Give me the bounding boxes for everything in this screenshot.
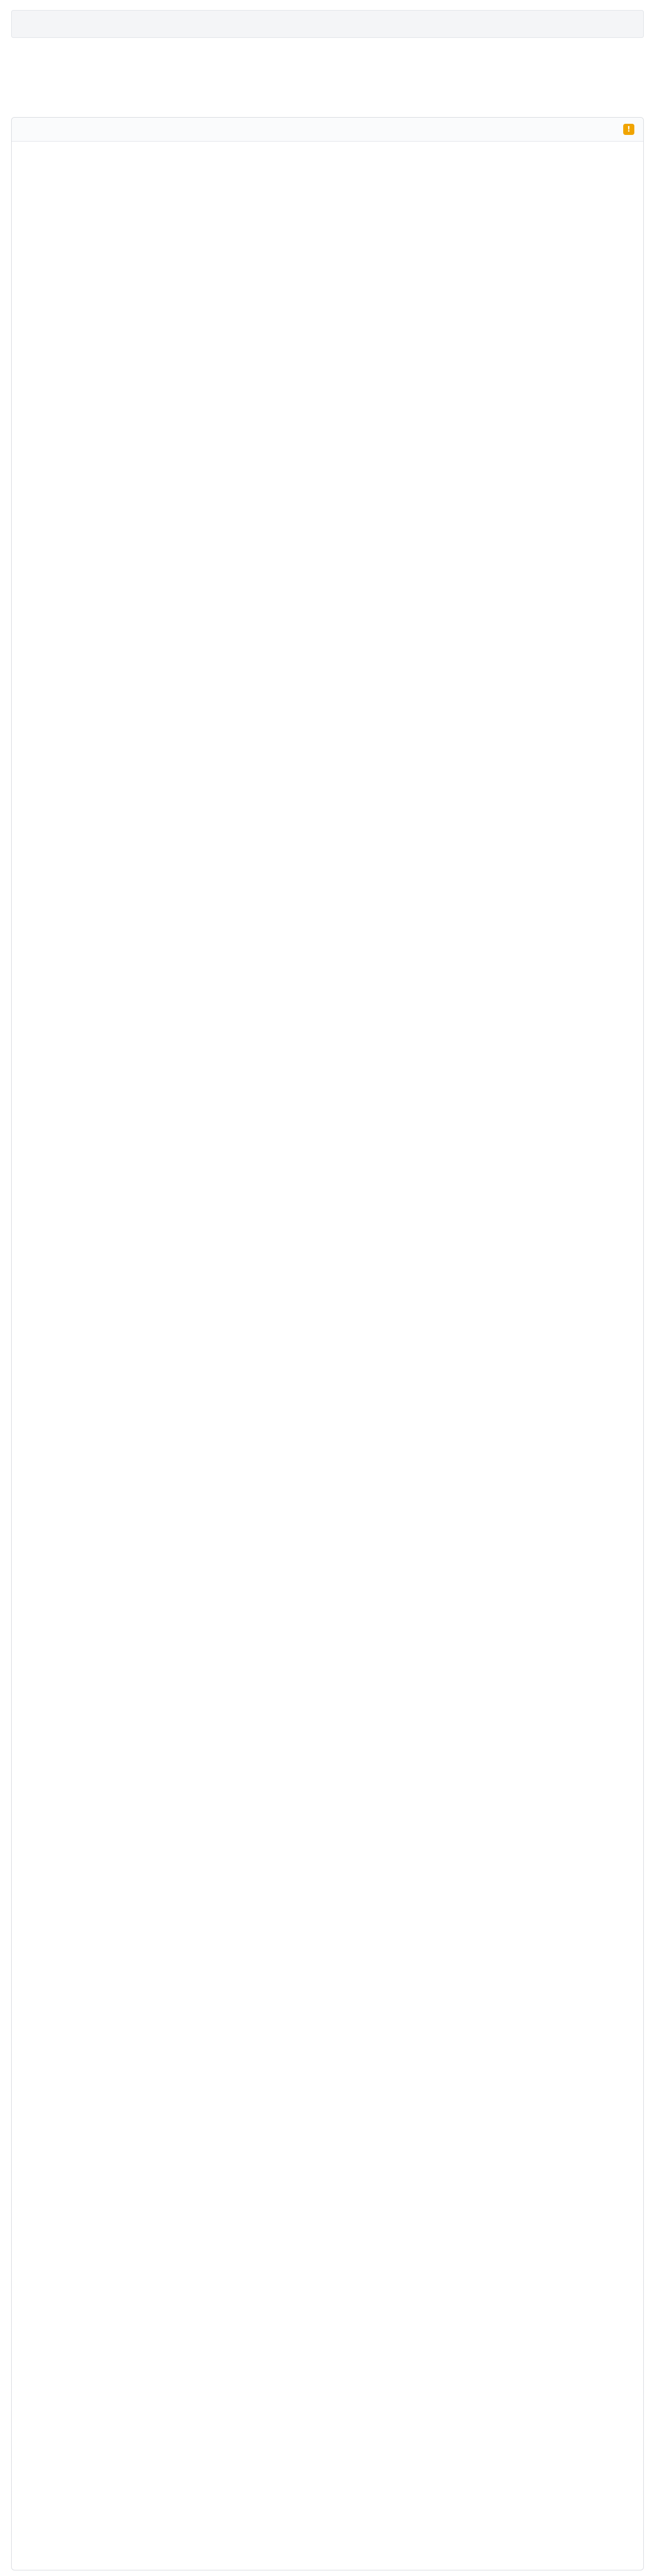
notice-paragraph — [28, 539, 627, 554]
notice-paragraph — [28, 898, 627, 913]
notice-body — [12, 142, 643, 934]
notice-panel — [11, 117, 644, 2570]
notice-paragraph — [28, 872, 627, 888]
notice-paragraph — [28, 487, 627, 503]
meta-field — [606, 20, 610, 28]
notice-paragraph — [28, 821, 627, 836]
notice-paragraph — [28, 744, 627, 759]
notice-paragraph — [28, 718, 627, 734]
notice-paragraph — [28, 180, 627, 195]
notice-paragraph — [28, 282, 627, 298]
notice-paragraph — [28, 410, 627, 426]
meta-field — [560, 20, 563, 28]
notice-paragraph — [28, 769, 627, 785]
notice-icon: ! — [623, 124, 634, 135]
notice-paragraph — [28, 846, 627, 862]
notice-paragraph — [28, 667, 627, 682]
notice-paragraph — [28, 616, 627, 631]
notice-paragraph — [28, 205, 627, 221]
notice-paragraph — [28, 385, 627, 400]
document-meta-bar — [11, 10, 644, 38]
notice-paragraph — [28, 795, 627, 811]
notice-paragraph — [28, 693, 627, 708]
notice-paragraph — [28, 256, 627, 272]
notice-paragraph — [28, 154, 627, 170]
notice-header — [12, 118, 643, 142]
notice-paragraph — [28, 436, 627, 452]
notice-paragraph — [28, 641, 627, 657]
notice-paragraph — [28, 308, 627, 323]
notice-paragraph — [28, 333, 627, 349]
notice-paragraph — [28, 513, 627, 529]
notice-paragraph — [28, 564, 627, 580]
notice-paragraph — [28, 590, 627, 606]
meta-field — [583, 20, 586, 28]
subject-row — [11, 51, 644, 65]
subject-row-2 — [11, 74, 644, 87]
notice-paragraph — [28, 231, 627, 246]
notice-paragraph — [28, 462, 627, 477]
meta-field — [630, 20, 633, 28]
notice-paragraph — [28, 359, 627, 375]
